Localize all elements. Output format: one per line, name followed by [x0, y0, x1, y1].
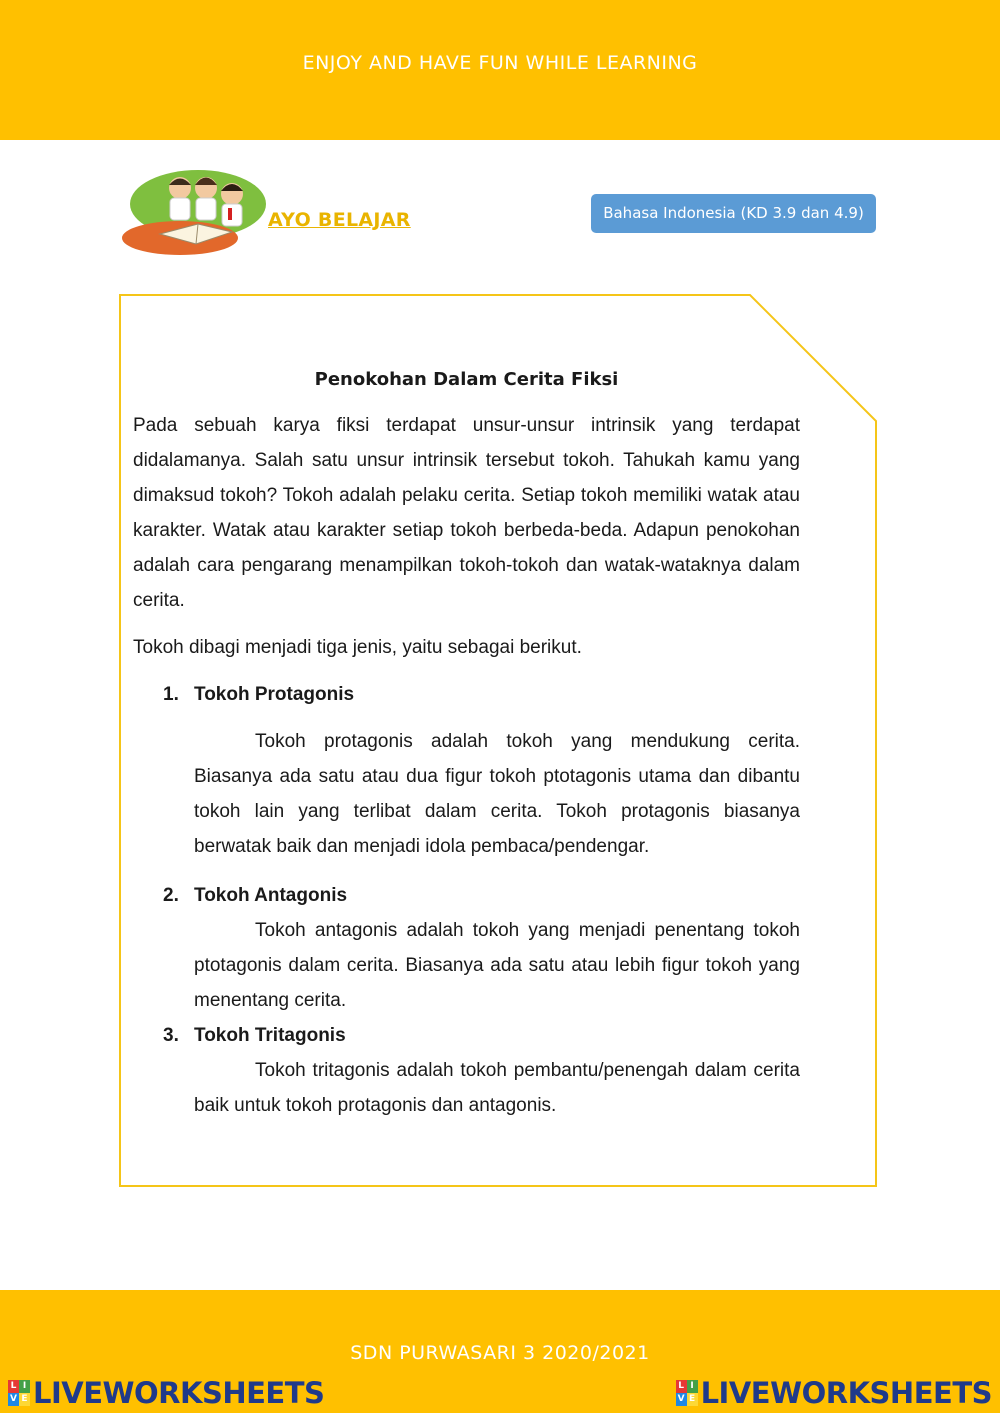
list-item-text: Tokoh protagonis adalah tokoh yang mendukung cerita. Biasanya ada satu atau dua figur tokoh ptotagonis utama dan dibantu tokoh lain yang terlibat dalam cerita. Tokoh protagonis biasanya berwatak baik dan menjadi idola pembaca/pendengar.	[194, 731, 800, 857]
list-item-number: 2.	[163, 885, 179, 906]
list-item-number: 3.	[163, 1025, 179, 1046]
children-reading-illustration-icon	[120, 168, 270, 258]
list-item	[133, 677, 800, 864]
intro-paragraph: Pada sebuah karya fiksi terdapat unsur-unsur intrinsik yang terdapat didalamanya. Salah satu unsur intrinsik tersebut tokoh. Tahukah kamu yang dimaksud tokoh? Tokoh adalah pelaku cerita. Setiap tokoh memiliki watak atau karakter. Watak atau karakter setiap tokoh berbeda-beda. Adapun penokohan adalah cara pengarang menampilkan tokoh-tokoh dan watak-wataknya dalam cerita.	[133, 415, 800, 611]
list-item-text: Tokoh tritagonis adalah tokoh pembantu/penengah dalam cerita baik untuk tokoh protagonis dan antagonis.	[194, 1060, 800, 1116]
liveworksheets-brand-left[interactable]	[8, 1376, 324, 1410]
logo-letter: E	[687, 1393, 698, 1406]
list-item-number: 1.	[163, 684, 179, 705]
logo-letter: V	[8, 1393, 19, 1406]
liveworksheets-brand-right[interactable]	[676, 1376, 992, 1410]
liveworksheets-logo-icon	[8, 1380, 30, 1406]
logo-letter: L	[8, 1380, 19, 1393]
footer-band	[0, 1290, 1000, 1413]
list-item	[133, 878, 800, 1018]
content-card	[133, 360, 800, 1123]
header-tagline: ENJOY AND HAVE FUN WHILE LEARNING	[302, 52, 698, 74]
liveworksheets-logo-icon	[676, 1380, 698, 1406]
logo-letter: V	[676, 1393, 687, 1406]
character-types-list	[133, 677, 800, 1123]
footer-school: SDN PURWASARI 3 2020/2021	[350, 1342, 650, 1364]
list-item-text: Tokoh antagonis adalah tokoh yang menjadi penentang tokoh ptotagonis dalam cerita. Biasanya ada satu atau lebih figur tokoh yang menentang cerita.	[194, 920, 800, 1011]
list-item-heading: Tokoh Tritagonis	[194, 1025, 346, 1046]
section-label: AYO BELAJAR	[268, 209, 411, 231]
article-title: Penokohan Dalam Cerita Fiksi	[314, 369, 619, 390]
logo-letter: I	[19, 1380, 30, 1393]
lead-paragraph: Tokoh dibagi menjadi tiga jenis, yaitu sebagai berikut.	[133, 637, 582, 658]
list-item-heading: Tokoh Antagonis	[194, 885, 348, 906]
header-band	[0, 0, 1000, 140]
list-item-heading: Tokoh Protagonis	[194, 684, 355, 705]
subject-badge: Bahasa Indonesia (KD 3.9 dan 4.9)	[591, 194, 876, 233]
brand-name: LIVEWORKSHEETS	[700, 1376, 992, 1410]
logo-letter: E	[19, 1393, 30, 1406]
logo-letter: I	[687, 1380, 698, 1393]
list-item	[133, 1018, 800, 1123]
brand-name: LIVEWORKSHEETS	[33, 1376, 325, 1410]
logo-letter: L	[676, 1380, 687, 1393]
